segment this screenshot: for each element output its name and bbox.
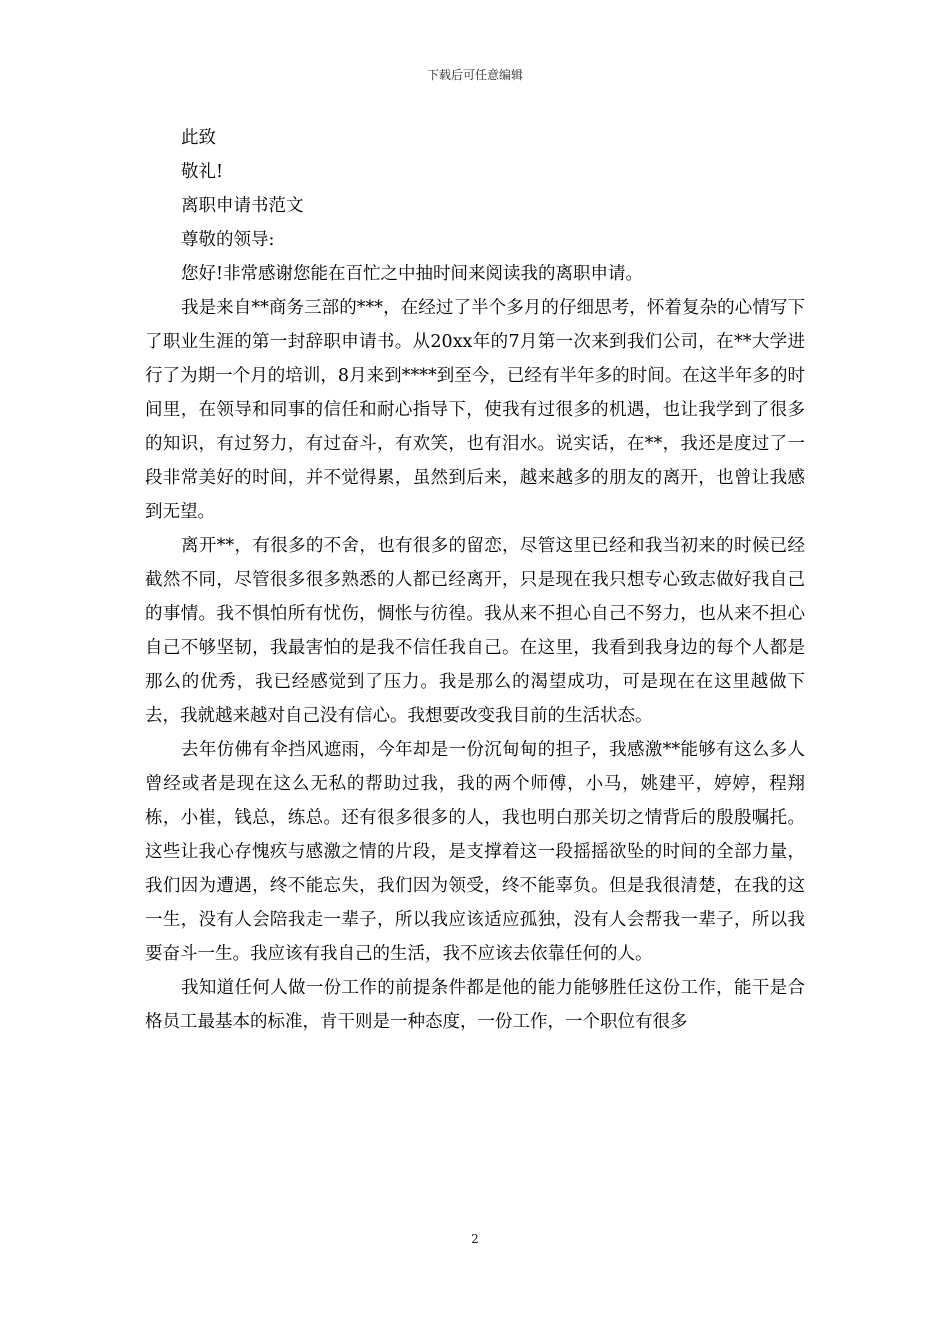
paragraph-1: 我是来自**商务三部的***，在经过了半个多月的仔细思考，怀着复杂的心情写下了职业生涯的第一封辞职申请书。从20xx年的7月第一次来到我们公司，在**大学进行了为期一个月的培训，8月来到****到至今，已经有半年多的时间。在这半年多的时间里，在领导和同事的信任和耐心指导下，使我有过很多的机遇，也让我学到了很多的知识，有过努力，有过奋斗，有欢笑，也有泪水。说实话，在**，我还是度过了一段非常美好的时间，并不觉得累，虽然到后来，越来越多的朋友的离开，也曾让我感到无望。 <box>145 298 805 522</box>
paragraph-3: 去年仿佛有伞挡风遮雨，今年却是一份沉甸甸的担子，我感激**能够有这么多人曾经或者是现在这么无私的帮助过我，我的两个师傅，小马，姚建平，婷婷，程翔栋，小崔，钱总，练总。还有很多很多的人，我也明白那关切之情背后的殷殷嘱托。这些让我心存愧疚与感激之情的片段，是支撑着这一段摇摇欲坠的时间的全部力量，我们因为遭遇，终不能忘失，我们因为领受，终不能辜负。但是我很清楚，在我的这一生，没有人会陪我走一辈子，所以我应该适应孤独，没有人会帮我一辈子，所以我要奋斗一生。我应该有我自己的生活，我不应该去依靠任何的人。 <box>145 740 805 964</box>
document-body <box>145 121 805 1039</box>
salutation: 尊敬的领导: <box>181 230 275 250</box>
closing-line-1: 此致 <box>181 128 216 148</box>
greeting: 您好!非常感谢您能在百忙之中抽时间来阅读我的离职申请。 <box>181 264 644 284</box>
closing-line-2: 敬礼! <box>181 162 224 182</box>
paragraph-4: 我知道任何人做一份工作的前提条件都是他的能力能够胜任这份工作，能干是合格员工最基本的标准，肯干则是一种态度，一份工作，一个职位有很多 <box>145 978 805 1032</box>
section-title: 离职申请书范文 <box>181 196 304 216</box>
page-header: 下载后可任意编辑 <box>426 68 523 82</box>
page-number: 2 <box>471 1232 479 1246</box>
paragraph-2: 离开**，有很多的不舍，也有很多的留恋，尽管这里已经和我当初来的时候已经截然不同，尽管很多很多熟悉的人都已经离开，只是现在我只想专心致志做好我自己的事情。我不惧怕所有忧伤，惆怅与彷徨。我从来不担心自己不努力，也从来不担心自己不够坚韧，我最害怕的是我不信任我自己。在这里，我看到我身边的每个人都是那么的优秀，我已经感觉到了压力。我是那么的渴望成功，可是现在在这里越做下去，我就越来越对自己没有信心。我想要改变我目前的生活状态。 <box>145 536 805 726</box>
